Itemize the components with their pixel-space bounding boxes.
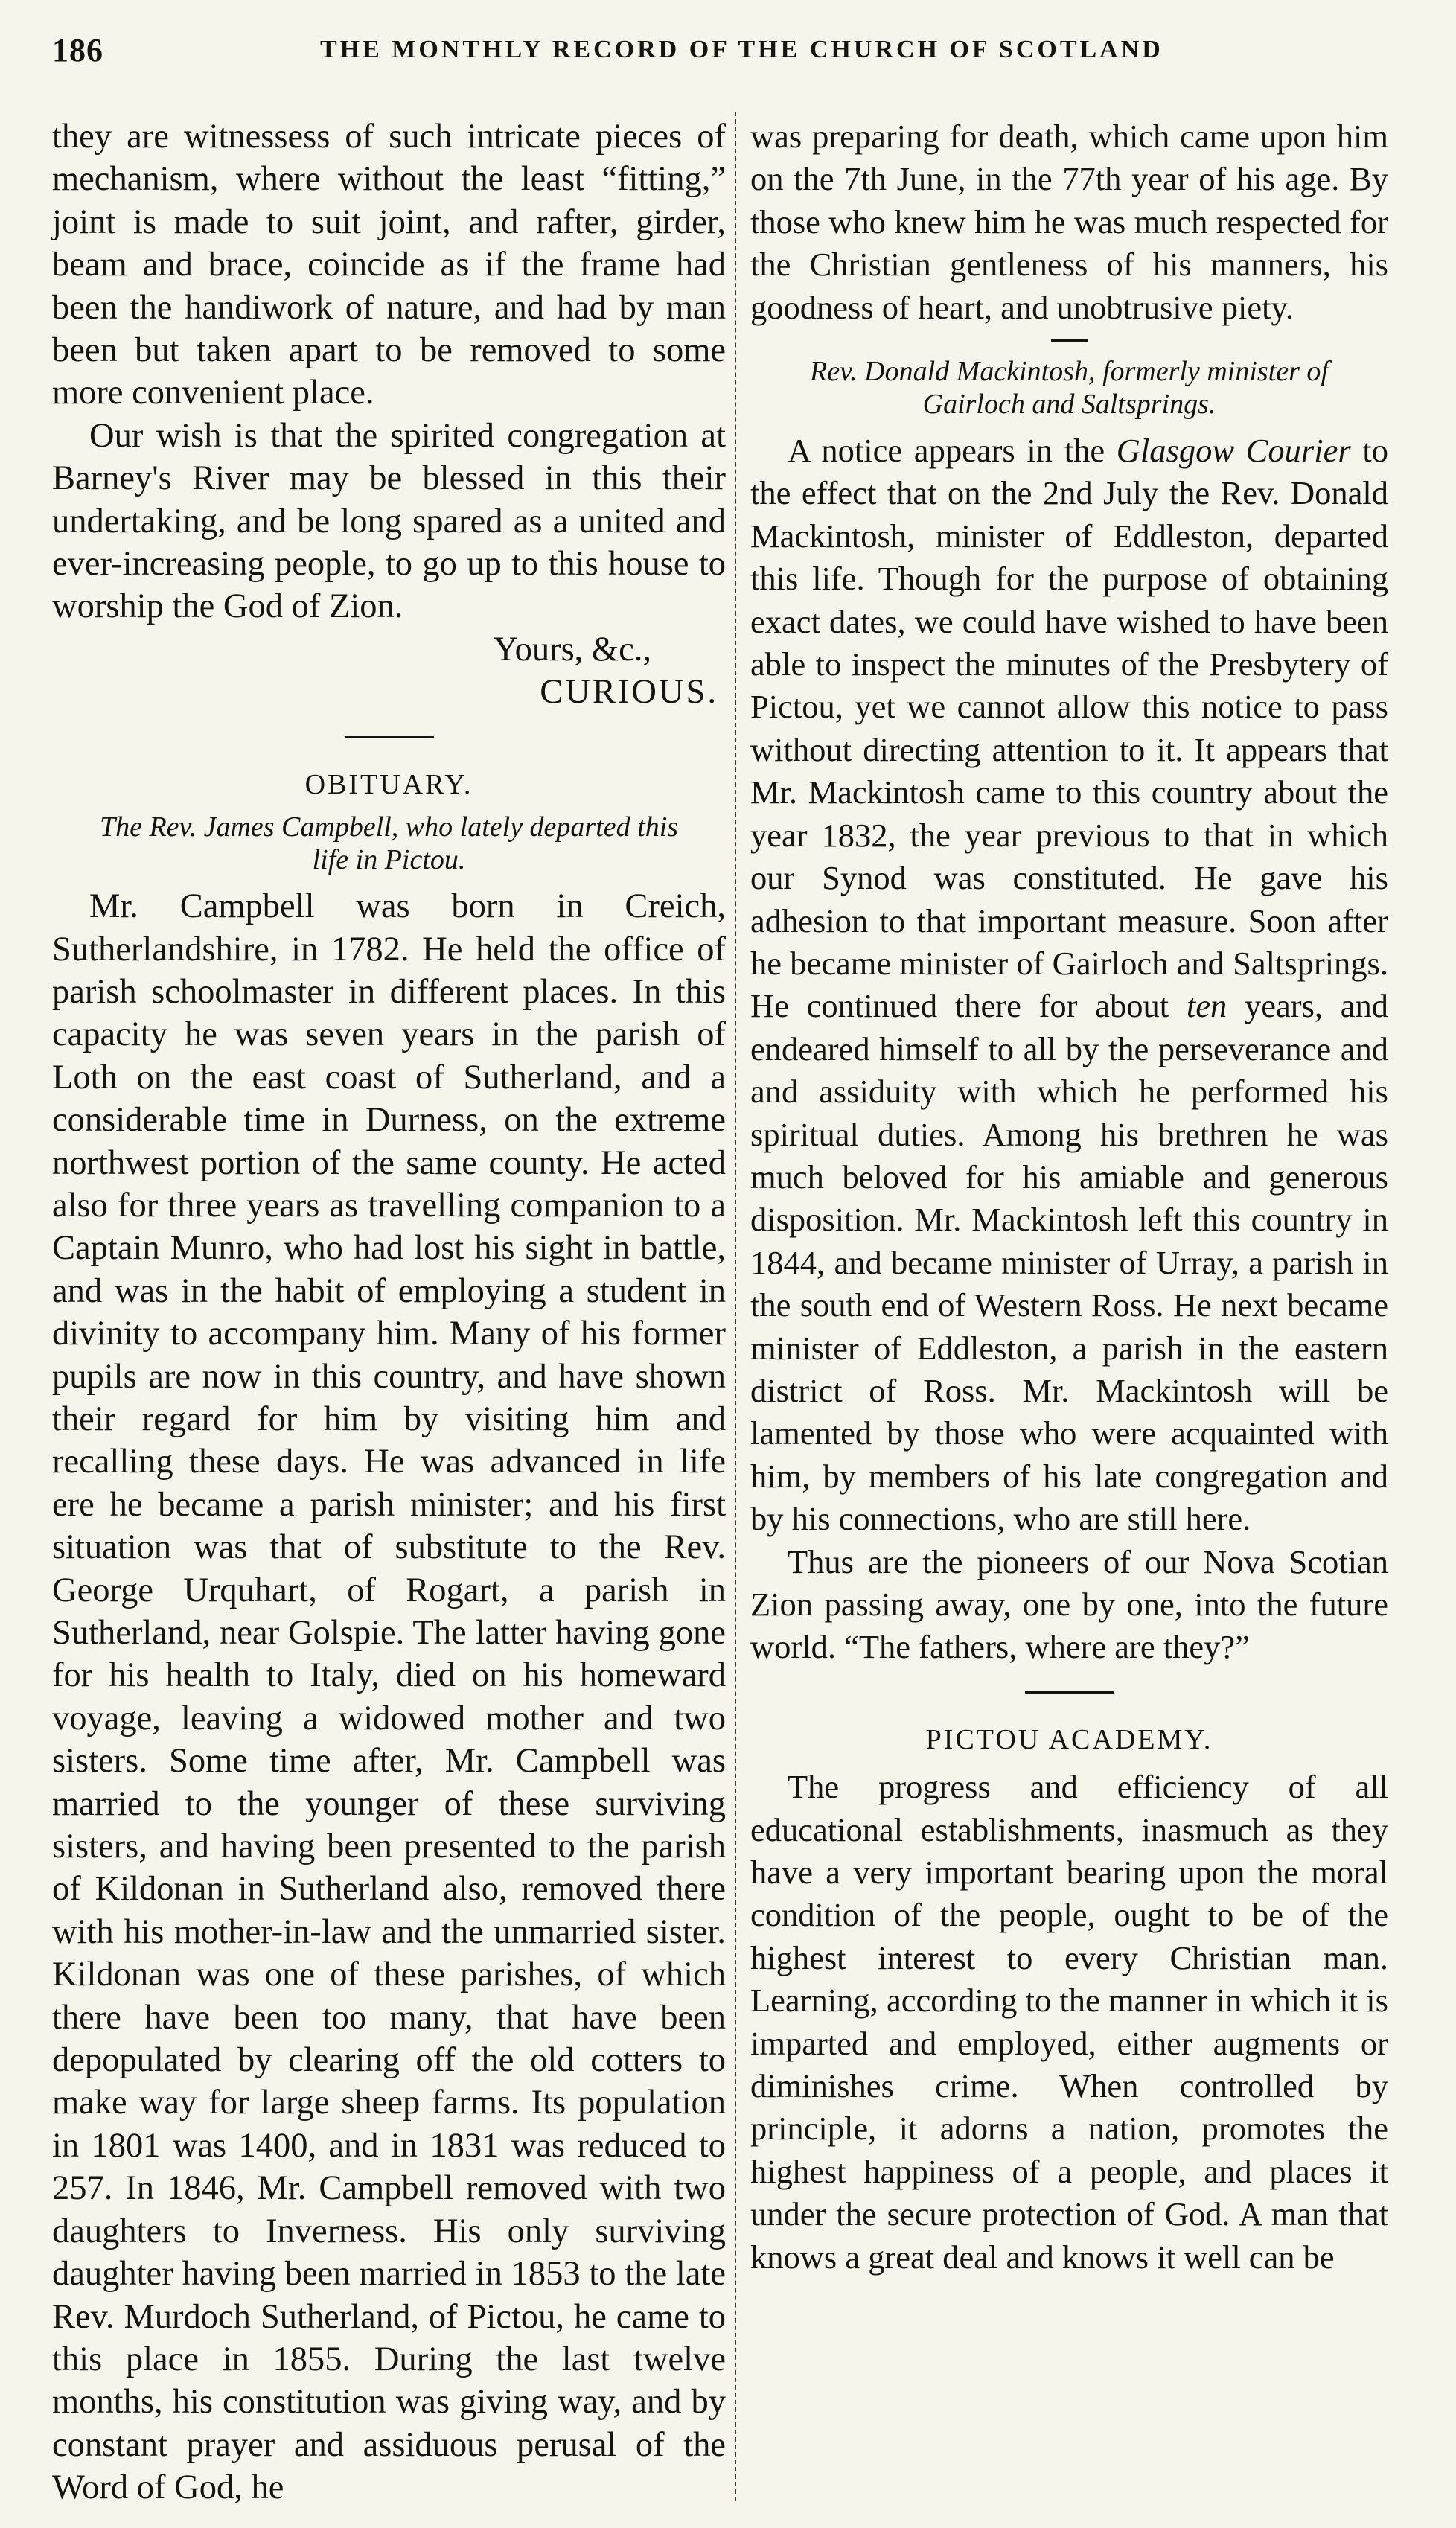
section-divider (1025, 1691, 1114, 1694)
letter-signature: CURIOUS. (540, 673, 718, 712)
section-divider-short (1051, 339, 1088, 342)
notice-lead-text: A notice appears in the (788, 432, 1105, 470)
column-rule (735, 112, 736, 2501)
right-column (750, 115, 1388, 2279)
notice-text: to the effect that on the 2nd July the Rev. Donald Mackintosh, minister of Eddleston, departed this life. Though for the purpose of obtaining exact dates, we could have wished to have been able to inspect the minutes of the Presbytery of Pictou, yet we cannot allow this notice to pass without directing attention to it. It appears that Mr. Mackintosh came to this country about the year 1832, the year previous to that in which our Synod was constituted. He gave his adhesion to that important measure. Soon after he became minister of Gairloch and Saltsprings. He continued there for about (750, 432, 1389, 1025)
letter-closing: Yours, &c., (493, 630, 651, 668)
page-number: 186 (52, 32, 103, 68)
obituary-heading: OBITUARY. (304, 768, 473, 800)
obituary-subtitle: The Rev. James Campbell, who lately departed this life in Pictou. (99, 811, 679, 876)
letter-paragraph-wish: Our wish is that the spirited congregation at Barney's River may be blessed in this their undertaking, and be long spared as a united and ever-increasing people, to go up to this house to worship the God of Zion. (52, 416, 726, 626)
notice-subtitle: Rev. Donald Mackintosh, formerly minister of Gairloch and Saltsprings. (810, 356, 1329, 421)
notice-text-end: years, and endeared himself to all by the perseverance and and assiduity with which he performed his spiritual duties. Among his brethren he was much beloved for his amiable and generous disposition. Mr. Mackintosh left this country in 1844, and became minister of Urray, a parish in the south end of Western Ross. He next became minister of Eddleston, a parish in the eastern district of Ross. Mr. Mackintosh will be lamented by those who were acquainted with him, by members of his late congregation and by his connections, who are still here. (750, 987, 1389, 1538)
academy-heading: PICTOU ACADEMY. (925, 1723, 1213, 1755)
letter-paragraph-end: they are witnessess of such intricate pieces of mechanism, where without the least “fitting,” joint is made to suit joint, and rafter, girder, beam and brace, coincide as if the frame had been the handiwork of nature, and had by man been but taken apart to be removed to some more convenient place. (52, 118, 726, 412)
page-header (52, 31, 1414, 83)
obituary-paragraph: Mr. Campbell was born in Creich, Sutherlandshire, in 1782. He held the office of parish schoolmaster in different places. In this capacity he was seven years in the parish of Loth on the east coast of Sutherland, and a considerable time in Durness, on the extreme northwest portion of the same county. He acted also for three years as travelling companion to a Captain Munro, who had lost his sight in battle, and was in the habit of employing a student in divinity to accompany him. Many of his former pupils are now in this country, and have shown their regard for him by visiting him and recalling these days. He was advanced in life ere he became a parish minister; and his first situation was that of substitute to the Rev. George Urquhart, of Rogart, a parish in Sutherland, near Golspie. The latter having gone for his health to Italy, died on his homeward voyage, leaving a widowed mother and two sisters. Some time after, Mr. Campbell was married to the younger of these surviving sisters, and having been presented to the parish of Kildonan in Sutherland also, removed there with his mother-in-law and the unmarried sister. Kildonan was one of these parishes, of which there have been too many, that have been depopulated by clearing off the old cotters to make way for large sheep farms. Its population in 1801 was 1400, and in 1831 was reduced to 257. In 1846, Mr. Campbell removed with two daughters to Inverness. His only surviving daughter having been married in 1853 to the late Rev. Murdoch Sutherland, of Pictou, he came to this place in 1855. During the last twelve months, his constitution was giving way, and by constant prayer and assiduous perusal of the Word of God, he (52, 887, 726, 2507)
obituary-paragraph-end: was preparing for death, which came upon him on the 7th June, in the 77th year of his age. By those who knew him he was much respected for the Christian gentleness of his manners, his goodness of heart, and unobtrusive piety. (750, 118, 1388, 326)
pioneers-paragraph: Thus are the pioneers of our Nova Scotian Zion passing away, one by one, into the future world. “The fathers, where are they?” (750, 1542, 1388, 1666)
academy-paragraph: The progress and efficiency of all educational establishments, inasmuch as they have a very important bearing upon the moral condition of the people, ought to be of the highest interest to every Christian man. Learning, according to the manner in which it is imparted and employed, either augments or diminishes crime. When controlled by principle, it adorns a nation, promotes the highest happiness of a people, and places it under the secure protection of God. A man that knows a great deal and knows it well can be (750, 1768, 1388, 2276)
notice-paragraph (750, 430, 1388, 1541)
left-column (52, 115, 726, 2509)
emphasis-ten: ten (1186, 987, 1227, 1025)
section-divider (345, 736, 434, 738)
running-title: THE MONTHLY RECORD OF THE CHURCH OF SCOTLAND (320, 36, 1163, 63)
newspaper-name: Glasgow Courier (1116, 432, 1351, 470)
